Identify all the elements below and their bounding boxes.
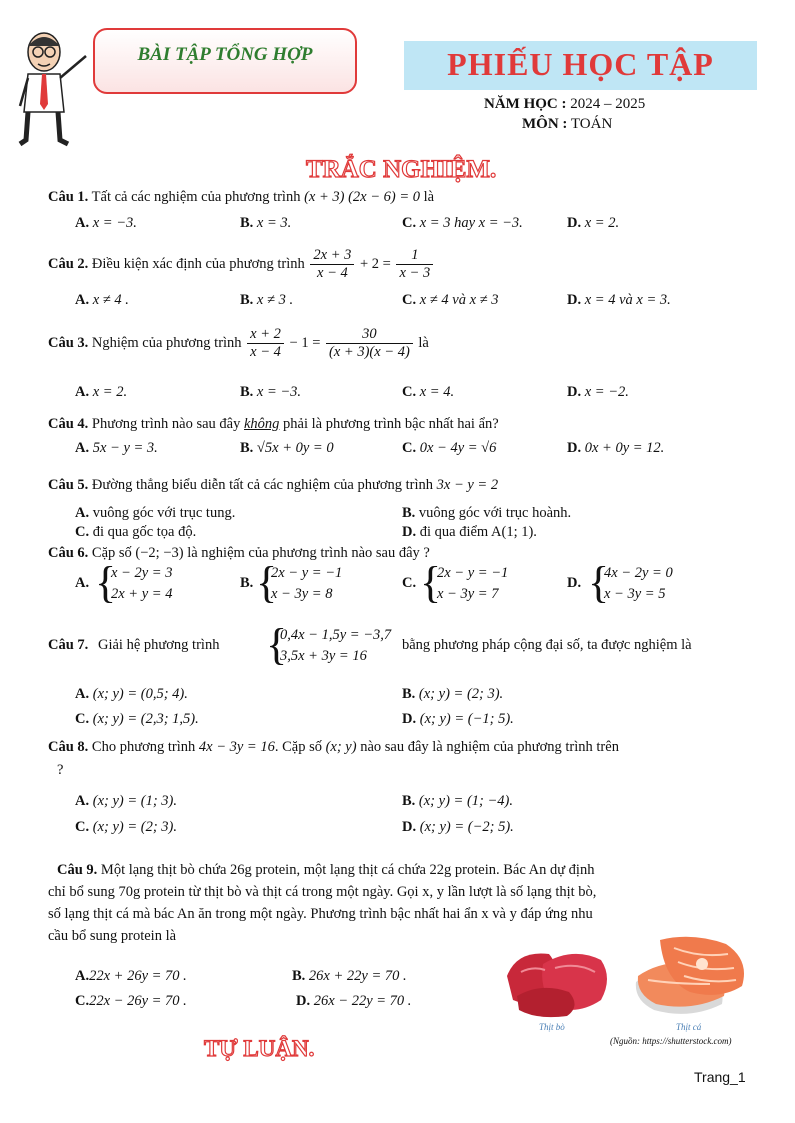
- equation: 3x − y = 2: [436, 477, 499, 493]
- option-c[interactable]: (x; y) = (2; 3).: [92, 819, 177, 835]
- option-d[interactable]: đi qua điểm A(1; 1).: [419, 524, 537, 540]
- question-8: [48, 737, 619, 757]
- question-8-options-2: [0, 817, 795, 837]
- option-a-label: A.: [75, 793, 90, 809]
- question-label: Câu 8.: [48, 739, 89, 755]
- question-4-options: [0, 438, 795, 458]
- option-c-label: C.: [402, 215, 417, 231]
- option-b[interactable]: (x; y) = (2; 3).: [418, 686, 504, 702]
- equation-mid: + 2 =: [360, 256, 391, 272]
- question-label: Câu 9.: [57, 862, 98, 878]
- option-c[interactable]: x = 3 hay x = −3.: [419, 215, 523, 231]
- option-a-label: A.: [75, 215, 90, 231]
- option-c[interactable]: 0x − 4y = √6: [419, 440, 497, 456]
- option-b[interactable]: 2x − y = −1 x − 3y = 8: [271, 565, 343, 602]
- option-d[interactable]: 4x − 2y = 0 x − 3y = 5: [604, 565, 673, 602]
- option-d[interactable]: 0x + 0y = 12.: [584, 440, 665, 456]
- badge-title: BÀI TẬP TỔNG HỢP: [137, 44, 313, 65]
- question-tail: là: [423, 189, 435, 205]
- option-c-label: C.: [75, 524, 90, 540]
- option-a-label: A.: [75, 505, 90, 521]
- equation: (x + 3) (2x − 6) = 0: [304, 189, 420, 205]
- option-a[interactable]: (x; y) = (1; 3).: [92, 793, 177, 809]
- question-8-options-1: [0, 791, 795, 811]
- option-d-label: D.: [296, 993, 311, 1009]
- question-7-options-2: [0, 709, 795, 729]
- fraction: $\frac{2x + 3}{x - 4}$: [310, 247, 354, 282]
- image-source: (Nguồn: https://shutterstock.com): [610, 1036, 732, 1046]
- question-text-4: ?: [57, 762, 64, 778]
- fraction: $\frac{30}{(x + 3)(x - 4)}$: [326, 326, 413, 361]
- option-c[interactable]: x = 4.: [419, 384, 455, 400]
- question-text: Cặp số (−2; −3) là nghiệm của phương trình nào sau đây ?: [91, 545, 430, 561]
- question-4: [48, 414, 499, 434]
- question-7-options-1: [0, 684, 795, 704]
- option-c-label: C.: [402, 575, 417, 591]
- question-label: Câu 4.: [48, 416, 89, 432]
- question-3-options: [0, 382, 795, 402]
- option-b[interactable]: 26x + 22y = 70 .: [308, 968, 407, 984]
- option-d[interactable]: (x; y) = (−1; 5).: [419, 711, 514, 727]
- question-label: Câu 1.: [48, 189, 89, 205]
- option-d[interactable]: 26x − 22y = 70 .: [313, 993, 412, 1009]
- school-year: [484, 96, 645, 113]
- question-text: Điều kiện xác định của phương trình: [91, 256, 305, 272]
- page-title: PHIẾU HỌC TẬP: [447, 46, 714, 82]
- question-text: Phương trình nào sau đây: [91, 416, 241, 432]
- option-b-label: B.: [240, 440, 254, 456]
- system-equations: 0,4x − 1,5y = −3,7 3,5x + 3y = 16: [280, 627, 392, 664]
- option-c-label: C.: [402, 384, 417, 400]
- question-text: Nghiệm của phương trình: [91, 335, 242, 351]
- subject-label: MÔN :: [522, 116, 568, 132]
- question-text: Giải hệ phương trình: [98, 637, 220, 653]
- option-d[interactable]: x = −2.: [584, 384, 629, 400]
- option-a[interactable]: x = 2.: [92, 384, 128, 400]
- question-text: Đường thẳng biểu diễn tất cả các nghiệm của phương trình: [91, 477, 434, 493]
- option-a-label: A.: [75, 968, 90, 984]
- question-label: Câu 5.: [48, 477, 89, 493]
- option-a-label: A.: [75, 440, 90, 456]
- option-a[interactable]: vuông góc với trục tung.: [92, 505, 236, 521]
- question-line: chỉ bổ sung 70g protein từ thịt bò và thịt cá trong một ngày. Gọi x, y lần lượt là số lạng thịt bò,: [48, 884, 597, 900]
- question-text-2: . Cặp số: [274, 739, 322, 755]
- option-c[interactable]: x ≠ 4 và x ≠ 3: [419, 292, 499, 308]
- question-5-options-2: [0, 522, 795, 542]
- question-tail: bằng phương pháp cộng đại số, ta được nghiệm là: [402, 637, 692, 653]
- teacher-illustration: [14, 28, 94, 148]
- option-c-label: C.: [402, 292, 417, 308]
- option-c[interactable]: 22x − 26y = 70 .: [89, 993, 187, 1009]
- subject: [522, 116, 612, 133]
- fraction: $\frac{x + 2}{x - 4}$: [247, 326, 284, 361]
- year-label: NĂM HỌC :: [484, 96, 567, 112]
- option-b-label: B.: [240, 575, 254, 591]
- question-7: Câu 7. Giải hệ phương trình { 0,4x − 1,5y = −3,7 3,5x + 3y = 16 bằng phương pháp cộng đại số, ta được nghiệm là: [48, 620, 692, 669]
- question-label: Câu 7.: [48, 637, 89, 653]
- option-b[interactable]: x ≠ 3 .: [256, 292, 294, 308]
- question-2: [48, 246, 435, 282]
- option-a[interactable]: (x; y) = (0,5; 4).: [92, 686, 188, 702]
- option-b-label: B.: [402, 686, 416, 702]
- option-c[interactable]: 2x − y = −1 x − 3y = 7: [437, 565, 509, 602]
- option-a[interactable]: x = −3.: [92, 215, 137, 231]
- beef-image: [497, 938, 615, 1020]
- option-c[interactable]: (x; y) = (2,3; 1,5).: [92, 711, 199, 727]
- question-5: [48, 475, 498, 495]
- option-b-label: B.: [402, 793, 416, 809]
- option-b-label: B.: [402, 505, 416, 521]
- option-b[interactable]: (x; y) = (1; −4).: [418, 793, 513, 809]
- question-2-options: [0, 290, 795, 310]
- option-d-label: D.: [567, 440, 582, 456]
- option-d[interactable]: (x; y) = (−2; 5).: [419, 819, 514, 835]
- question-line: Một lạng thịt bò chứa 26g protein, một lạng thịt cá chứa 22g protein. Bác An dự định: [100, 862, 595, 878]
- option-c-label: C.: [75, 993, 90, 1009]
- option-a-label: A.: [75, 292, 90, 308]
- equation-mid: − 1 =: [289, 335, 321, 351]
- option-a[interactable]: 5x − y = 3.: [92, 440, 158, 456]
- option-a[interactable]: 22x + 26y = 70 .: [89, 968, 187, 984]
- option-a-label: A.: [75, 384, 90, 400]
- emphasis-not: không: [243, 416, 280, 432]
- caption-fish: Thịt cá: [676, 1022, 702, 1032]
- fraction: $\frac{1}{x - 3}$: [396, 247, 433, 282]
- option-a[interactable]: x − 2y = 3 2x + y = 4: [111, 565, 173, 602]
- option-d-label: D.: [567, 215, 582, 231]
- option-a[interactable]: x ≠ 4 .: [92, 292, 129, 308]
- option-b[interactable]: x = −3.: [256, 384, 302, 400]
- question-text-end: phải là phương trình bậc nhất hai ẩn?: [283, 416, 499, 432]
- pair: (x; y): [325, 739, 357, 755]
- option-d-label: D.: [567, 384, 582, 400]
- option-b-label: B.: [240, 384, 254, 400]
- question-line: số lạng thịt cá mà bác An ăn trong một ngày. Phương trình bậc nhất hai ẩn x và y đáp ứng nhu: [48, 906, 593, 922]
- option-a-label: A.: [75, 575, 90, 591]
- option-b[interactable]: x = 3.: [256, 215, 292, 231]
- question-text: Tất cả các nghiệm của phương trình: [91, 189, 301, 205]
- page-number: Trang_1: [694, 1069, 746, 1085]
- question-label: Câu 3.: [48, 335, 89, 351]
- fish-image: [630, 934, 754, 1022]
- option-b-label: B.: [292, 968, 306, 984]
- option-d-label: D.: [567, 292, 582, 308]
- option-a-label: A.: [75, 686, 90, 702]
- option-d[interactable]: x = 2.: [584, 215, 620, 231]
- option-c-label: C.: [402, 440, 417, 456]
- question-1: [48, 187, 434, 207]
- subject-value: TOÁN: [570, 116, 613, 132]
- option-b[interactable]: √5x + 0y = 0: [256, 440, 334, 456]
- question-5-options-1: [0, 503, 795, 523]
- option-c[interactable]: đi qua gốc tọa độ.: [92, 524, 197, 540]
- question-1-options: [0, 213, 795, 233]
- section-essay: TỰ LUẬN.: [204, 1036, 315, 1061]
- question-text: Cho phương trình: [91, 739, 196, 755]
- question-line: cầu bổ sung protein là: [48, 928, 177, 944]
- question-label: Câu 2.: [48, 256, 89, 272]
- option-d-label: D.: [402, 524, 417, 540]
- question-text-3: nào sau đây là nghiệm của phương trình trên: [360, 739, 619, 755]
- year-value: 2024 – 2025: [570, 96, 646, 112]
- question-label: Câu 6.: [48, 545, 89, 561]
- option-c-label: C.: [75, 819, 90, 835]
- equation: 4x − 3y = 16: [198, 739, 275, 755]
- option-d-label: D.: [402, 711, 417, 727]
- option-b-label: B.: [240, 215, 254, 231]
- option-d-label: D.: [567, 575, 582, 591]
- section-multiple-choice: TRẮC NGHIỆM.: [306, 156, 497, 183]
- question-tail: là: [418, 335, 429, 351]
- option-b-label: B.: [240, 292, 254, 308]
- option-d[interactable]: x = 4 và x = 3.: [584, 292, 671, 308]
- option-c-label: C.: [75, 711, 90, 727]
- question-3: [48, 325, 429, 361]
- option-d-label: D.: [402, 819, 417, 835]
- caption-beef: Thịt bò: [539, 1022, 565, 1032]
- option-b[interactable]: vuông góc với trục hoành.: [418, 505, 572, 521]
